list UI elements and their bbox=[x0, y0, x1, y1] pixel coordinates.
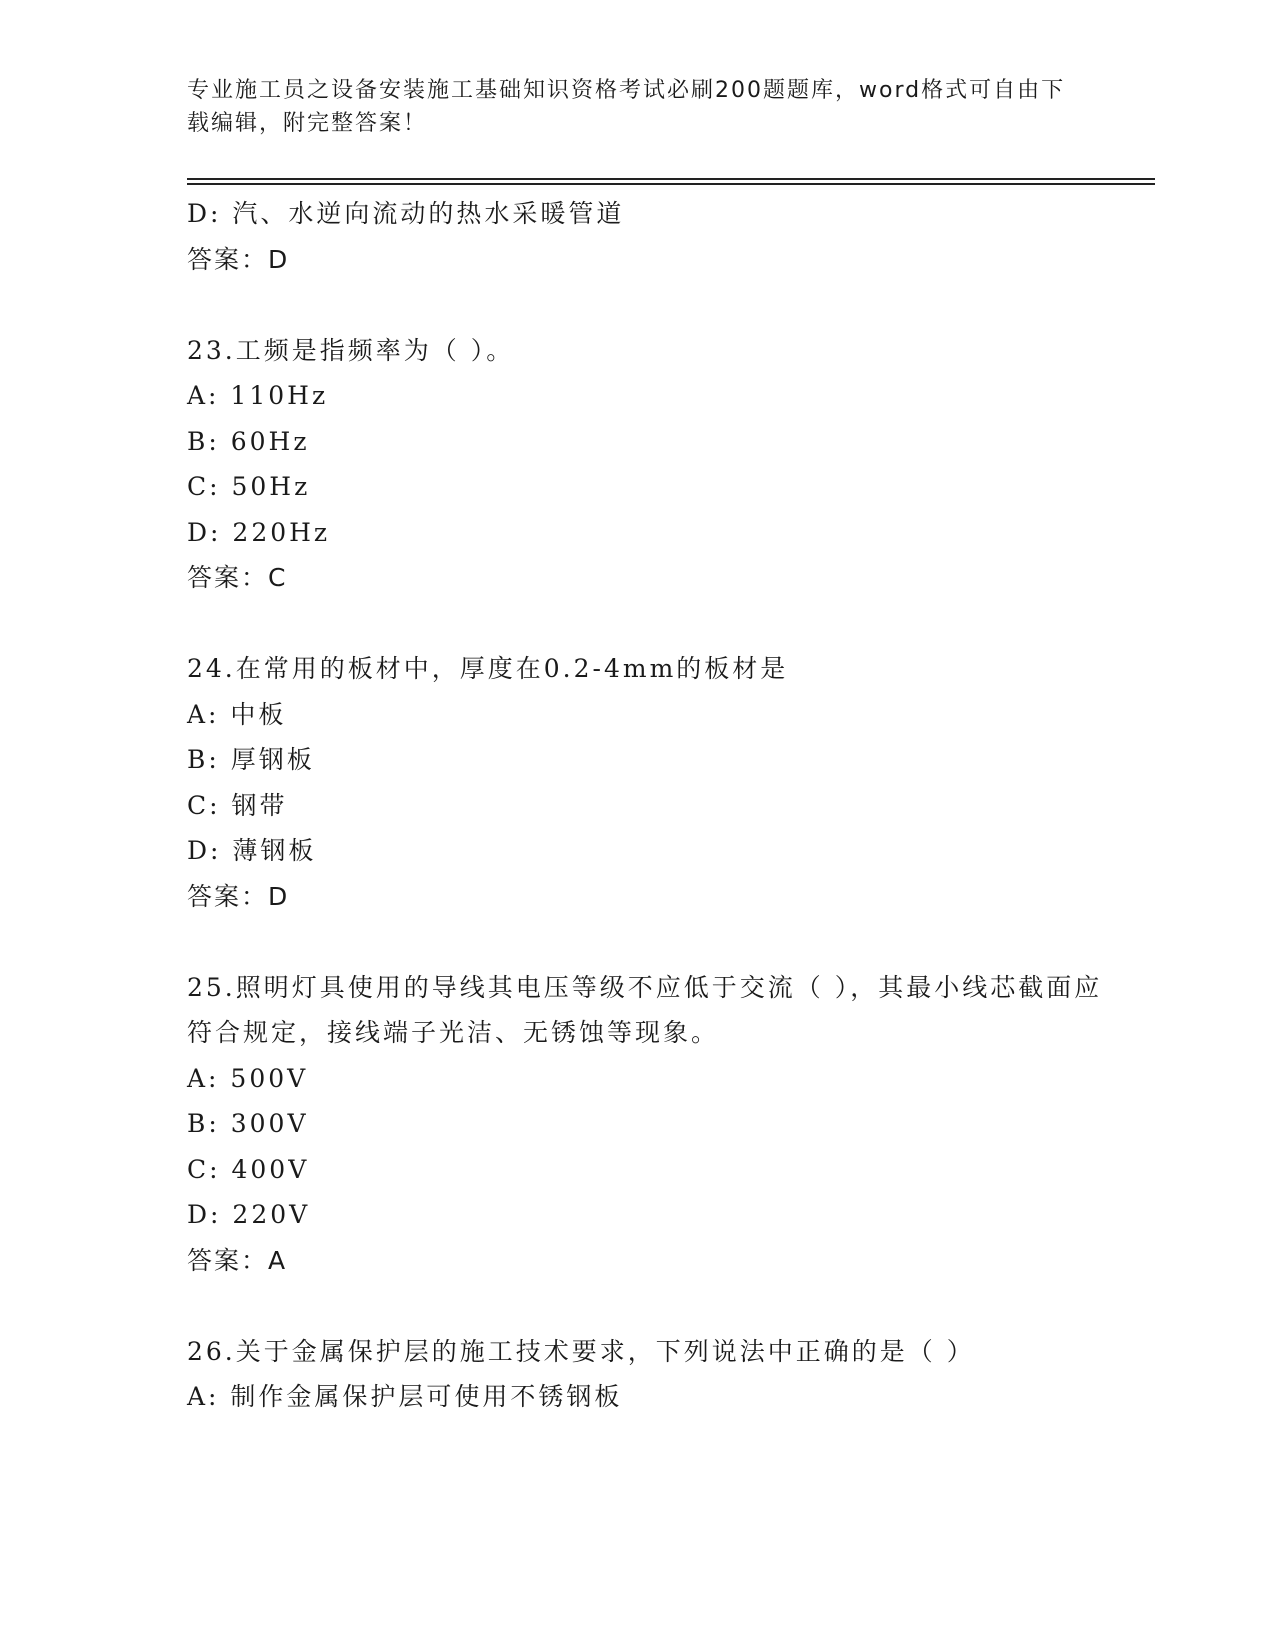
option-a: A: 制作金属保护层可使用不锈钢板 bbox=[187, 1382, 623, 1411]
option-d: D: 薄钢板 bbox=[187, 836, 317, 865]
document-header: 专业施工员之设备安装施工基础知识资格考试必刷200题题库，word格式可自由下载编辑，附完整答案！ bbox=[187, 78, 1066, 136]
option-c: C: 钢带 bbox=[187, 790, 288, 820]
question-23 bbox=[187, 328, 1117, 601]
question-stem: 24.在常用的板材中，厚度在0.2-4mm的板材是 bbox=[187, 654, 789, 683]
option-c: C: 50Hz bbox=[187, 472, 311, 501]
answer: 答案：D bbox=[187, 244, 290, 274]
header-rule-top bbox=[187, 178, 1155, 180]
option-a: A: 500V bbox=[187, 1063, 309, 1093]
option-a: A: 中板 bbox=[187, 699, 287, 729]
answer: 答案：C bbox=[187, 563, 288, 592]
option-c: C: 400V bbox=[187, 1154, 310, 1184]
question-26 bbox=[187, 1329, 1117, 1420]
option-a: A: 110Hz bbox=[187, 381, 329, 410]
question-stem: 23.工频是指频率为（ ）。 bbox=[187, 335, 515, 365]
option-d: D: 220Hz bbox=[187, 517, 331, 547]
question-24 bbox=[187, 646, 1117, 919]
option-b: B: 厚钢板 bbox=[187, 745, 315, 774]
option-d: D: 220V bbox=[187, 1200, 311, 1229]
question-stem: 25.照明灯具使用的导线其电压等级不应低于交流（ ），其最小线芯截面应符合规定，接线端子光洁、无锈蚀等现象。 bbox=[187, 972, 1103, 1047]
header-rule-bottom bbox=[187, 183, 1155, 185]
question-list bbox=[187, 191, 1117, 1420]
option-d: D: 汽、水逆向流动的热水采暖管道 bbox=[187, 199, 625, 228]
answer: 答案：A bbox=[187, 1245, 288, 1275]
option-b: B: 60Hz bbox=[187, 426, 310, 456]
answer: 答案：D bbox=[187, 881, 290, 911]
question-stem: 26.关于金属保护层的施工技术要求，下列说法中正确的是（ ） bbox=[187, 1336, 975, 1366]
question-25 bbox=[187, 965, 1117, 1284]
option-b: B: 300V bbox=[187, 1109, 309, 1138]
